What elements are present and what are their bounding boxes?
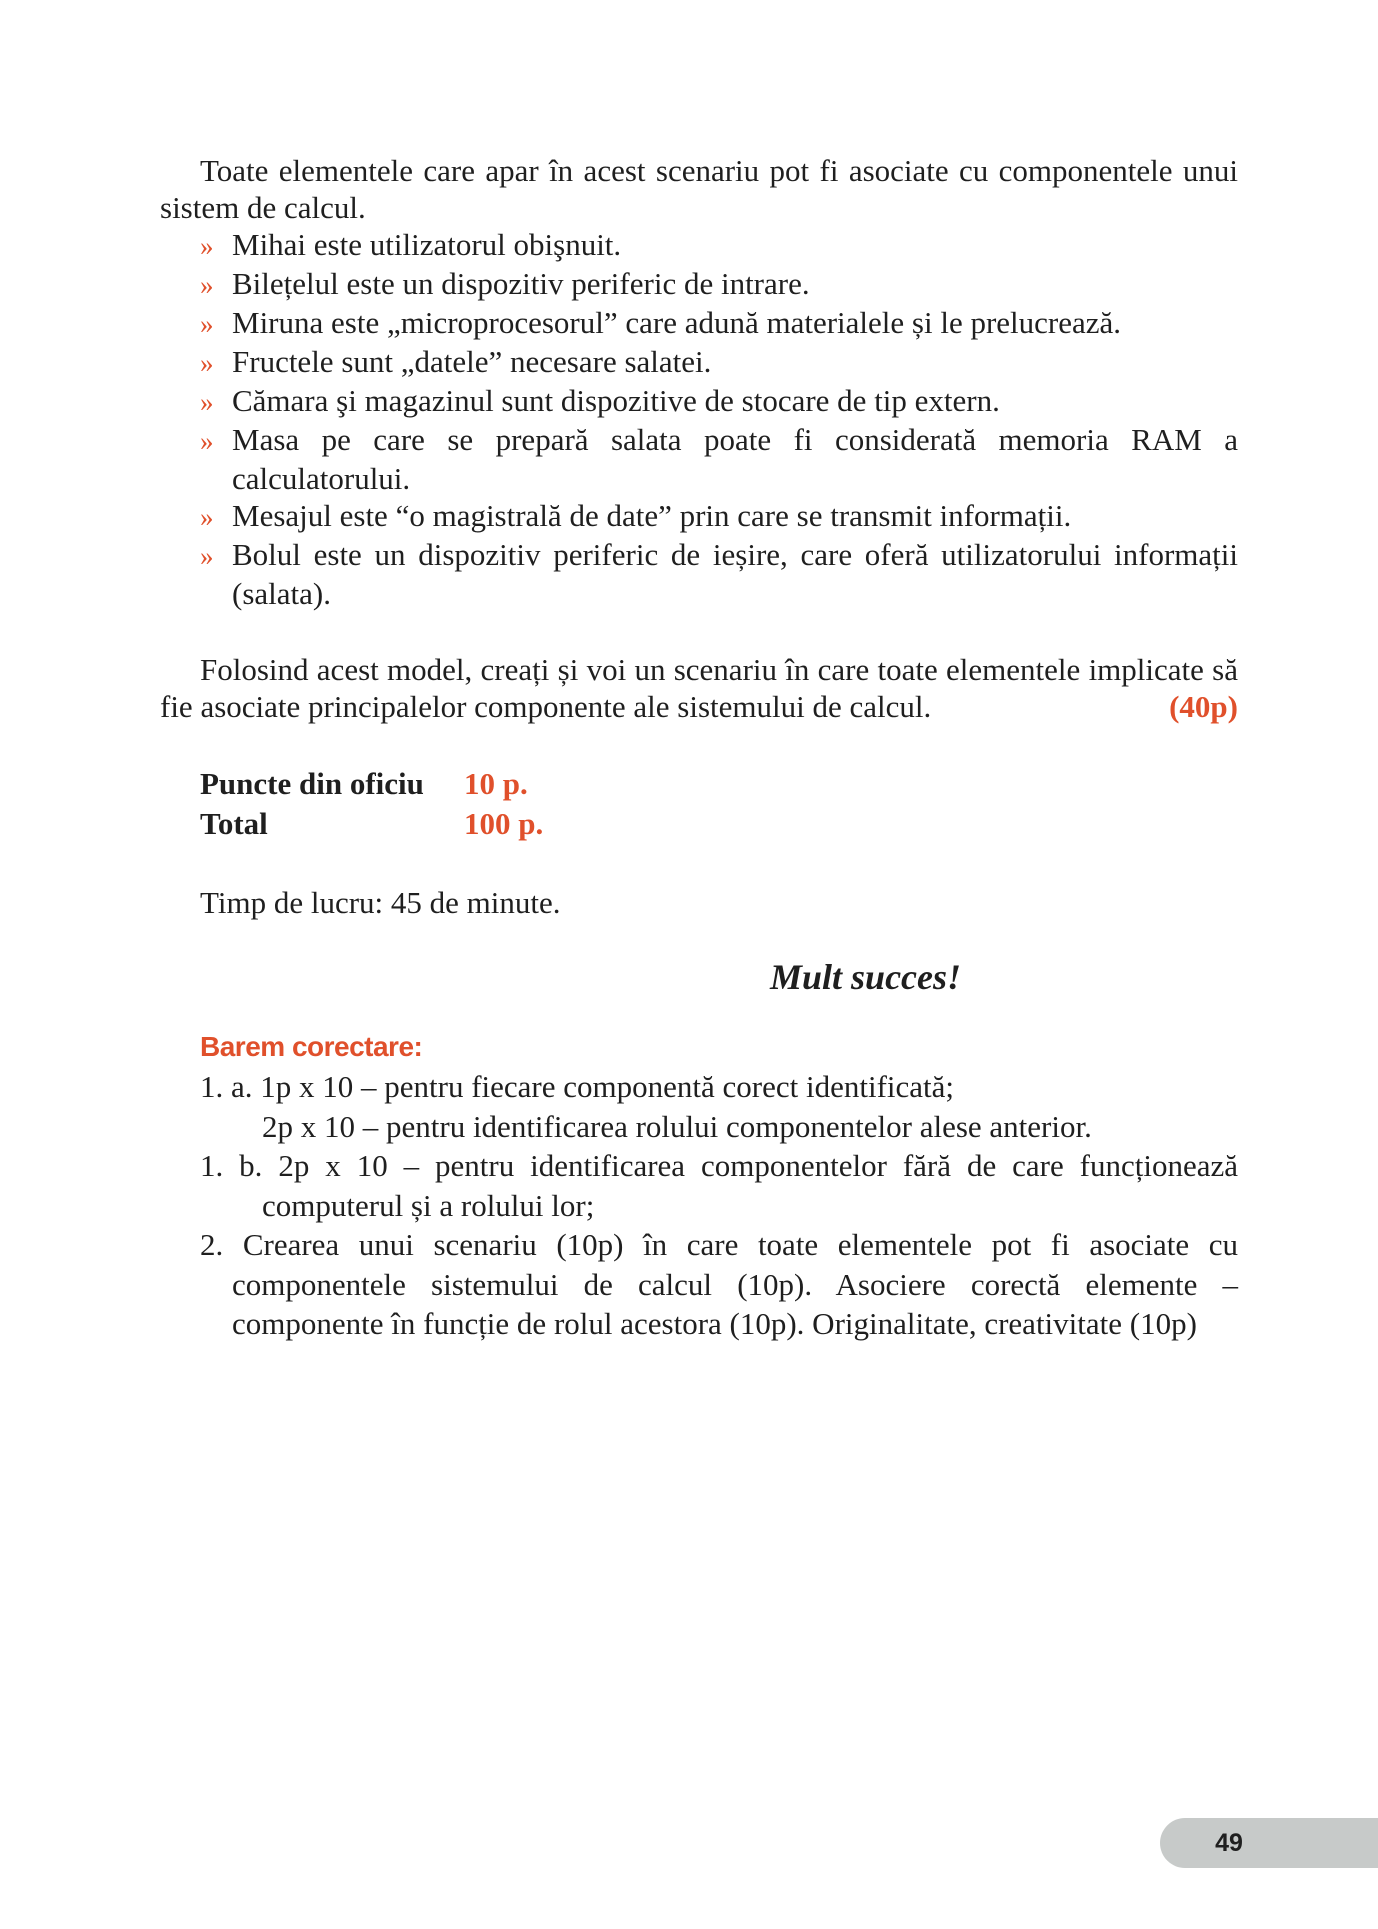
barem-list bbox=[160, 1067, 1238, 1344]
list-item: » Cămara şi magazinul sunt dispozitive de stocare de tip extern. bbox=[160, 382, 1238, 421]
bullet-mark-icon: » bbox=[200, 426, 214, 456]
barem-item-2: 2. Crearea unui scenariu (10p) în care toate elementele pot fi asociate cu componentele sistemului de calcul (10p). Asociere corectă elemente – componente în funcție de rolul acestora (10p). Originalitate, creativitate (10p) bbox=[200, 1227, 1238, 1341]
barem-item-1a: 1. a. 1p x 10 – pentru fiecare componentă corect identificată; bbox=[200, 1069, 955, 1104]
spacer bbox=[160, 612, 1238, 651]
total-points-value: 100 p. bbox=[464, 806, 544, 841]
bullet-mark-icon: » bbox=[200, 541, 214, 571]
spacer bbox=[160, 844, 1238, 884]
list-item: » Bilețelul este un dispozitiv periferic de intrare. bbox=[160, 265, 1238, 304]
list-item: » Mihai este utilizatorul obişnuit. bbox=[160, 226, 1238, 265]
page-number-tab bbox=[1160, 1818, 1378, 1868]
page-number: 49 bbox=[1215, 1829, 1243, 1857]
list-item: » Masa pe care se prepară salata poate fi considerată memoria RAM a calculatorului. bbox=[200, 422, 1238, 496]
bullet-mark-icon: » bbox=[200, 231, 214, 261]
spacer bbox=[160, 725, 1238, 764]
intro-paragraph: Toate elementele care apar în acest scenariu pot fi asociate cu componentele unui sistem de calcul. bbox=[160, 153, 1238, 225]
office-points-row bbox=[160, 764, 1238, 804]
list-item: » Bolul este un dispozitiv periferic de ieșire, care oferă utilizatorului informații (salata). bbox=[200, 537, 1238, 611]
list-item: » Miruna este „microprocesorul” care adună materialele și le prelucrează. bbox=[160, 304, 1238, 343]
bullet-mark-icon: » bbox=[200, 309, 214, 339]
component-list bbox=[160, 226, 1238, 612]
bullet-mark-icon: » bbox=[200, 348, 214, 378]
barem-item-1a-continued: 2p x 10 – pentru identificarea rolului componentelor alese anterior. bbox=[262, 1108, 1092, 1144]
barem-title: Barem corectare: bbox=[200, 1031, 423, 1062]
barem-item-1b: 1. b. 2p x 10 – pentru identificarea componentelor fără de care funcționează computerul și a rolului lor; bbox=[200, 1148, 1238, 1223]
total-points-label: Total bbox=[200, 806, 268, 841]
office-points-value: 10 p. bbox=[464, 766, 528, 801]
task-points: (40p) bbox=[1169, 689, 1238, 724]
task-paragraph bbox=[160, 651, 1238, 725]
office-points-label: Puncte din oficiu bbox=[200, 766, 424, 801]
total-points-row bbox=[160, 804, 1238, 844]
bullet-mark-icon: » bbox=[200, 270, 214, 300]
scoring-summary bbox=[160, 764, 1238, 844]
bullet-mark-icon: » bbox=[200, 502, 214, 532]
work-time: Timp de lucru: 45 de minute. bbox=[200, 885, 561, 920]
list-item: » Fructele sunt „datele” necesare salatei. bbox=[160, 343, 1238, 382]
list-item: » Mesajul este “o magistrală de date” prin care se transmit informații. bbox=[160, 497, 1238, 536]
page-content bbox=[160, 152, 1238, 1344]
closing-wish: Mult succes! bbox=[770, 957, 962, 997]
task-text: Folosind acest model, creați și voi un scenariu în care toate elementele implicate să fie asociate principalelor componente ale sistemului de calcul. bbox=[160, 652, 1238, 724]
spacer bbox=[160, 999, 1238, 1027]
bullet-mark-icon: » bbox=[200, 387, 214, 417]
spacer bbox=[160, 921, 1238, 955]
